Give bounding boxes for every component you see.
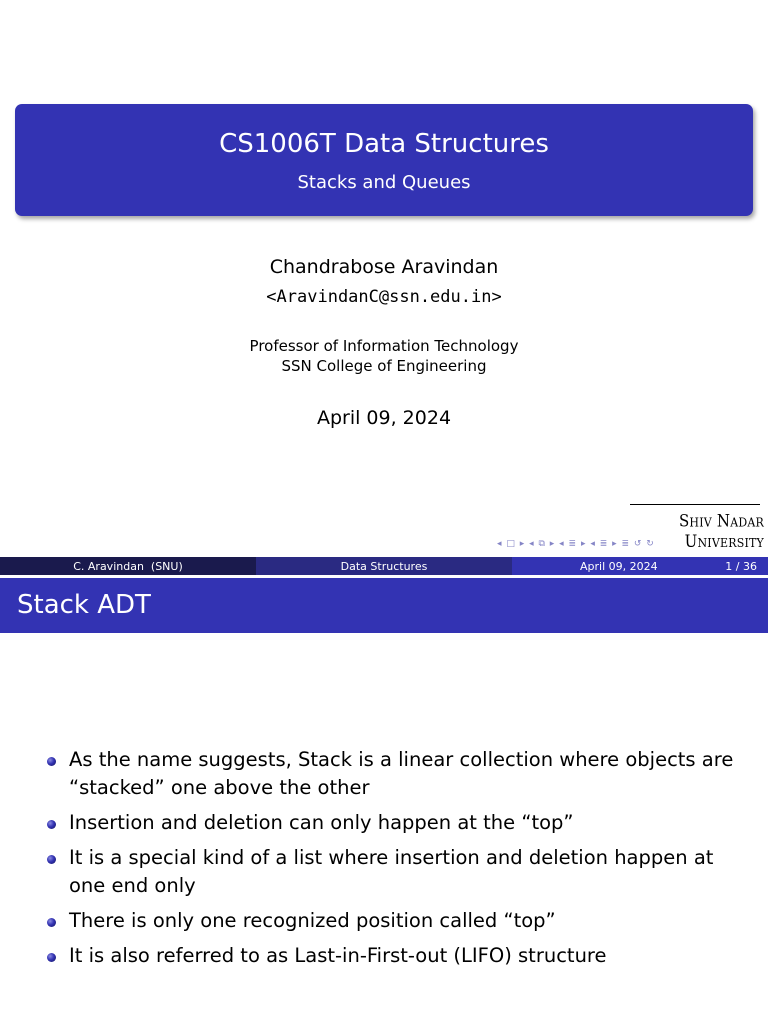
- footer-date: April 09, 2024: [580, 559, 658, 573]
- bullet-text: Insertion and deletion can only happen at the “top”: [69, 811, 574, 834]
- bullet-icon: [47, 757, 56, 766]
- bullet-icon: [47, 918, 56, 927]
- presentation-subtitle: Stacks and Queues: [297, 172, 471, 193]
- footer-title: Data Structures: [340, 559, 428, 573]
- title-box: [15, 104, 753, 216]
- bullet-list: [0, 746, 768, 977]
- slide-footer: [0, 557, 768, 575]
- author-email: <AravindanC@ssn.edu.in>: [266, 287, 502, 307]
- footer-author-section: [0, 557, 256, 575]
- bullet-text: It is a special kind of a list where insertion and deletion happen at one end only: [69, 846, 714, 897]
- list-item: [0, 746, 768, 802]
- footer-author: C. Aravindan (SNU): [73, 559, 183, 573]
- author-name: Chandrabose Aravindan: [269, 256, 499, 278]
- beamer-navigation-icons[interactable]: ◂ □ ▸ ◂ ⧉ ▸ ◂ ≣ ▸ ◂ ≣ ▸ ≣ ↺ ↻: [497, 539, 655, 549]
- bullet-text: As the name suggests, Stack is a linear collection where objects are “stacked” one above the other: [69, 748, 734, 799]
- frame-title-bar: [0, 578, 768, 633]
- bullet-icon: [47, 953, 56, 962]
- bullet-text: It is also referred to as Last-in-First-out (LIFO) structure: [69, 944, 607, 967]
- frame-title: Stack ADT: [17, 590, 151, 620]
- footer-title-section: [256, 557, 512, 575]
- list-item: [0, 942, 768, 970]
- footer-page-number: 1 / 36: [725, 559, 757, 573]
- list-item: [0, 907, 768, 935]
- list-item: [0, 844, 768, 900]
- university-logo: [598, 502, 764, 552]
- author-institution: SSN College of Engineering: [281, 357, 487, 375]
- logo-text: Shiv Nadar University: [678, 511, 764, 552]
- bullet-icon: [47, 855, 56, 864]
- bullet-text: There is only one recognized position called “top”: [69, 909, 556, 932]
- logo-rule: [630, 504, 760, 505]
- presentation-title: CS1006T Data Structures: [219, 129, 549, 159]
- author-position: Professor of Information Technology: [249, 337, 519, 355]
- presentation-date: April 09, 2024: [316, 407, 452, 429]
- list-item: [0, 809, 768, 837]
- footer-date-section: [512, 557, 768, 575]
- bullet-icon: [47, 820, 56, 829]
